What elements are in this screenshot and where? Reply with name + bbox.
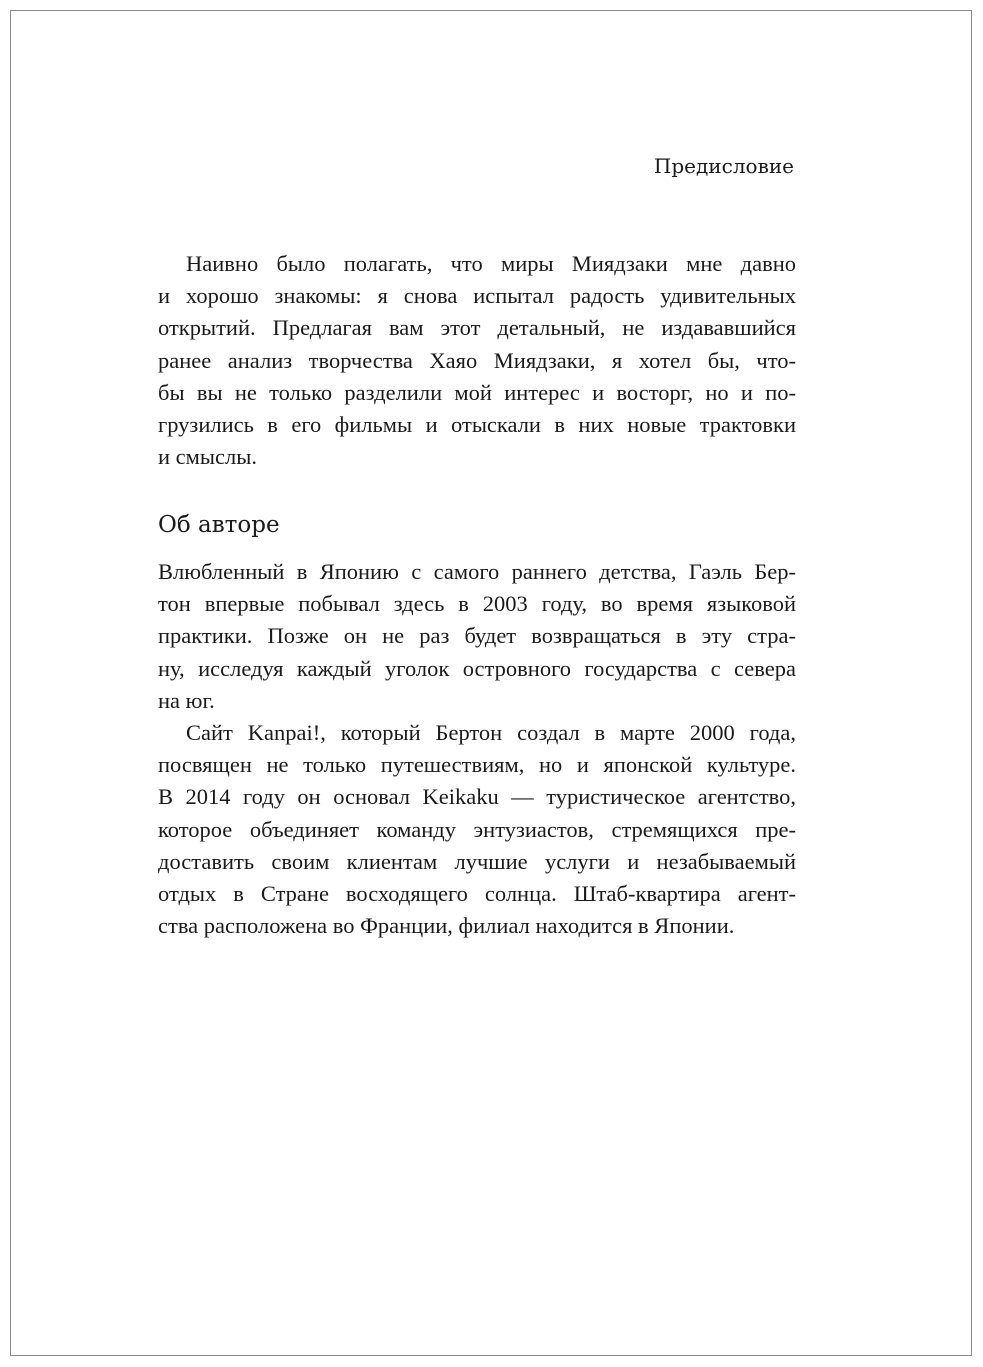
about-author-paragraph-1 bbox=[158, 556, 796, 717]
text-line: посвящен не только путешествиям, но и японской культуре. bbox=[158, 752, 796, 778]
text-line: которое объединяет команду энтузиастов, стремящихся пре- bbox=[158, 816, 796, 842]
text-line: доставить своим клиентам лучшие услуги и незабываемый bbox=[158, 848, 796, 874]
text-line: ранее анализ творчества Хаяо Миядзаки, я хотел бы, что- bbox=[158, 347, 796, 373]
text-line: ства расположена во Франции, филиал находится в Японии. bbox=[158, 913, 735, 939]
section-heading-about-author: Об авторе bbox=[158, 512, 280, 538]
about-author-paragraph-2 bbox=[158, 717, 796, 942]
preface-paragraph bbox=[158, 248, 796, 473]
text-line: открытий. Предлагая вам этот детальный, не издававшийся bbox=[158, 315, 796, 341]
text-line: практики. Позже он не раз будет возвращаться в эту стра- bbox=[158, 623, 796, 649]
text-line: грузились в его фильмы и отыскали в них новые трактовки bbox=[158, 411, 796, 437]
book-page bbox=[10, 10, 972, 1356]
text-line: Влюбленный в Японию с самого раннего детства, Гаэль Бер- bbox=[158, 559, 796, 584]
text-line: ну, исследуя каждый уголок островного государства с севера bbox=[158, 655, 796, 681]
text-line: Наивно было полагать, что миры Миядзаки мне давно bbox=[186, 251, 796, 276]
text-line: бы вы не только разделили мой интерес и восторг, но и по- bbox=[158, 379, 796, 405]
running-header: Предисловие bbox=[653, 154, 794, 178]
text-line: и хорошо знакомы: я снова испытал радость удивительных bbox=[158, 283, 796, 309]
text-line: тон впервые побывал здесь в 2003 году, во время языковой bbox=[158, 591, 796, 617]
text-line: Сайт Kanpai!, который Бертон создал в марте 2000 года, bbox=[186, 720, 796, 745]
text-line: на юг. bbox=[158, 687, 215, 713]
text-line: и смыслы. bbox=[158, 444, 257, 470]
text-line: отдых в Стране восходящего солнца. Штаб-квартира агент- bbox=[158, 880, 796, 906]
text-line: В 2014 году он основал Keikaku — туристическое агентство, bbox=[158, 784, 796, 810]
